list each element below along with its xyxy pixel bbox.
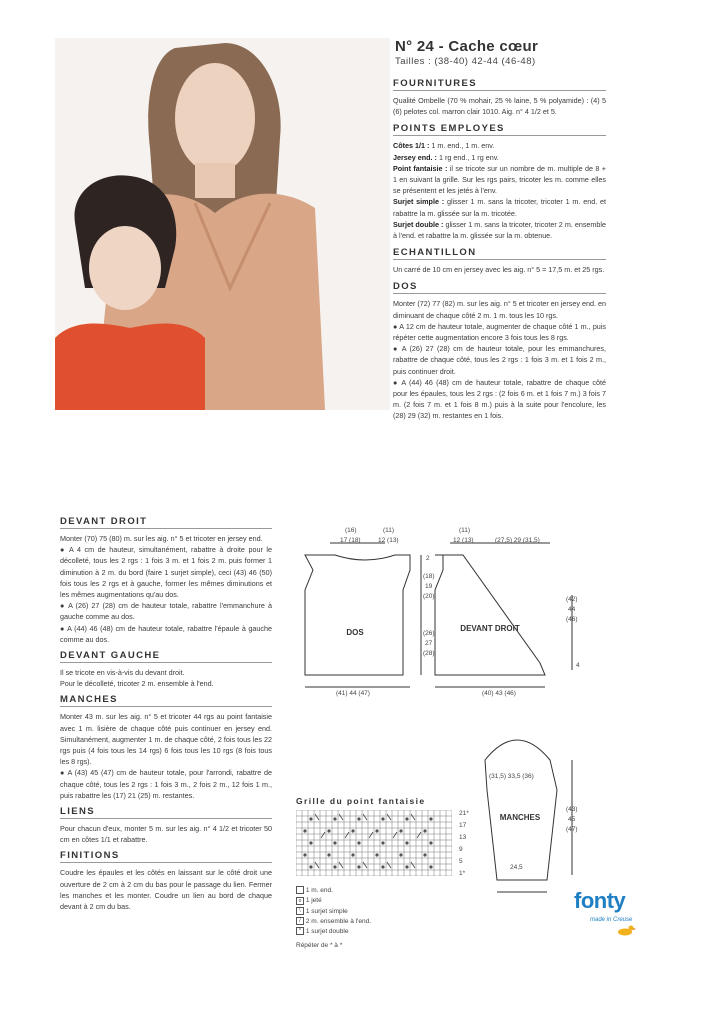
manches-text: Monter 43 m. sur les aig. n° 5 et tricoter 44 rgs au point fantaisie avec 1 m. lisière de chaque côté puis continuer en jersey end. Simultanément, augmenter 1 m. de chaque côté, 2 fois tous les 22 rgs puis (4 fois tous les 14 rgs) 6 fois tous les 10 rgs (8 fois tous les 8 rgs). ● A (43) 45 (47) cm de hauteur totale, pour l'arrondi, rabattre de chaque côté, tous les 2 rgs : 1 fois 3 m., 2 fois 2 m., 12 fois 1 m., puis rabattre les (17) 21 (25) m. restantes. <box>60 712 272 800</box>
devant-gauche-text: Il se tricote en vis-à-vis du devant droit. Pour le décolleté, tricoter 2 m. ensemble à l'end. <box>60 668 214 689</box>
pattern-title: N° 24 - Cache cœur <box>395 38 539 55</box>
dim-manches-side-c: (47) <box>566 826 578 833</box>
dim-dos-side-f: 27 <box>425 640 433 647</box>
dim-manches-side-b: 45 <box>568 816 576 823</box>
dim-dos-top-d: 12 (13) <box>378 537 399 544</box>
dim-dos-side-a: 2 <box>426 555 430 562</box>
point-item: Surjet double : glisser 1 m. sans la tricoter, tricoter 2 m. ensemble à l'end. et rabattre la m. glissée sur la m. obtenue. <box>393 219 607 241</box>
left-column <box>60 516 272 912</box>
model-photo <box>55 38 390 410</box>
sizes: Tailles : (38-40) 42-44 (46-48) <box>395 56 536 67</box>
dim-dos-top-b: (11) <box>383 527 395 534</box>
manches-heading: MANCHES <box>60 694 272 707</box>
echantillon-heading: ECHANTILLON <box>393 247 606 260</box>
grid-row-label: 5 <box>459 858 463 865</box>
brand-tagline: made in Creuse <box>590 917 633 923</box>
dim-devant-top-a: (11) <box>459 527 471 534</box>
fournitures-heading: FOURNITURES <box>393 78 606 91</box>
grille-heading: Grille du point fantaisie <box>296 796 426 806</box>
points-list <box>393 140 606 241</box>
finitions-text: Coudre les épaules et les côtés en laissant sur le côté droit une ouverture de 2 cm à 2 cm du bas pour le passage du lien. Fermer les manches et les monter. Coudre un lien au bord de chaque devant à 2 cm du bas. <box>60 868 272 912</box>
manches-label: MANCHES <box>499 813 541 822</box>
dim-manches-top: (31,5) 33,5 (36) <box>489 773 534 780</box>
point-item: Côtes 1/1 : 1 m. end., 1 m. env. <box>393 141 495 151</box>
brand-logo: fonty <box>574 888 626 913</box>
right-column <box>393 78 606 422</box>
dim-dos-top-c: 17 (18) <box>340 537 361 544</box>
dos-heading: DOS <box>393 281 606 294</box>
grid-row-label: 1* <box>459 870 466 877</box>
devant-gauche-heading: DEVANT GAUCHE <box>60 650 272 663</box>
dim-manches-bottom: 24,5 <box>510 864 523 871</box>
dim-devant-side-a: (42) <box>566 596 578 603</box>
dim-manches-side-a: (43) <box>566 806 578 813</box>
liens-text: Pour chacun d'eux, monter 5 m. sur les aig. n° 4 1/2 et tricoter 50 cm en côtes 1/1 et rabattre. <box>60 824 272 845</box>
grid-legend <box>296 886 371 952</box>
dos-text: Monter (72) 77 (82) m. sur les aig. n° 5 et tricoter en jersey end. en diminuant de chaque côté 2 m. 1 m. tous les 10 rgs. ● A 12 cm de hauteur totale, augmenter de chaque côté 1 m., puis répéter cette augmentation encore 3 fois tous les 8 rgs. ● A (26) 27 (28) cm de hauteur totale, pour les emmanchures, rabattre de chaque côté, tous les 2 rgs : 1 fois 3 m. et 1 fois 2 m., puis continuer droit. ● A (44) 46 (48) cm de hauteur totale, rabattre de chaque côté pour les épaules, tous les 2 rgs : (2 fois 6 m. et 1 fois 7 m.) 3 fois 7 m. (2 fois 7 m. et 1 fois 8 m.) puis à la suite pour l'encolure, les (28) 29 (32) m. restantes en 1 fois. <box>393 299 606 421</box>
devant-droit-text: Monter (70) 75 (80) m. sur les aig. n° 5 et tricoter en jersey end. ● A 4 cm de hauteur, simultanément, rabattre à droite pour le décolleté, tous les 2 rgs : 1 fois 3 m. et 1 fois 2 m. puis former 1 diminution à 2 m. du bord (faire 1 surjet simple), ceci (43) 46 (50) fois tous les 2 rgs et à gauche, former les mêmes diminutions et les mêmes augmentations qu'au dos. ● A (26) 27 (28) cm de hauteur totale, rabattre l'emmanchure à gauche comme au dos. ● A (44) 46 (48) cm de hauteur totale, rabattre l'épaule à gauche comme au dos. <box>60 534 272 644</box>
legend-item: ^ 1 surjet double <box>296 927 371 937</box>
legend-item: / 2 m. ensemble à l'end. <box>296 917 371 927</box>
dim-devant-top-b: 12 (13) <box>453 537 474 544</box>
dim-dos-top-a: (16) <box>345 527 357 534</box>
liens-heading: LIENS <box>60 806 272 819</box>
devant-shape <box>435 555 545 675</box>
fournitures-text: Qualité Ombelle (70 % mohair, 25 % laine, 5 % polyamide) : (4) 5 (6) pelotes col. marron clair 1010. Aig. n° 4 1/2 et 5. <box>393 96 606 117</box>
echantillon-text: Un carré de 10 cm en jersey avec les aig. n° 5 = 17,5 m. et 25 rgs. <box>393 265 605 275</box>
dos-shape <box>305 555 410 675</box>
grid-row-label: 21* <box>459 810 469 817</box>
legend-item: \ 1 surjet simple <box>296 907 371 917</box>
dim-dos-side-d: (20) <box>423 593 435 600</box>
duck-icon <box>616 924 636 936</box>
dim-devant-bottom: (40) 43 (46) <box>482 690 516 697</box>
grid-row-label: 9 <box>459 846 463 853</box>
devant-droit-heading: DEVANT DROIT <box>60 516 272 529</box>
stitch-grid <box>296 810 456 880</box>
dim-devant-side-b: 44 <box>568 606 576 613</box>
grid-row-label: 13 <box>459 834 467 841</box>
dim-devant-side-d: 4 <box>576 662 580 669</box>
point-item: Jersey end. : 1 rg end., 1 rg env. <box>393 152 499 162</box>
dim-dos-side-c: 19 <box>425 583 433 590</box>
dim-dos-side-b: (18) <box>423 573 435 580</box>
dim-devant-side-c: (46) <box>566 616 578 623</box>
legend-item: 1 m. end. <box>296 886 371 896</box>
dim-devant-top-c: (27,5) 29 (31,5) <box>495 537 540 544</box>
point-item: Surjet simple : glisser 1 m. sans la tricoter, tricoter 1 m. end. et rabattre la m. glissée sur la m. tricotée. <box>393 197 606 218</box>
devant-label: DEVANT DROIT <box>460 624 520 633</box>
dim-dos-side-g: (28) <box>423 650 435 657</box>
legend-item: o 1 jeté <box>296 896 371 906</box>
dim-dos-bottom: (41) 44 (47) <box>336 690 370 697</box>
dim-dos-side-e: (26) <box>423 630 435 637</box>
repeat-note: Répéter de * à * <box>296 942 343 950</box>
points-heading: POINTS EMPLOYES <box>393 123 606 136</box>
manches-shape <box>485 740 557 880</box>
dos-label: DOS <box>346 628 364 637</box>
point-item: Point fantaisie : il se tricote sur un nombre de m. multiple de 8 + 1 en suivant la grille. Sur les rgs pairs, tricoter les m. comme elles se présentent et les jetés à l'env. <box>393 163 607 196</box>
finitions-heading: FINITIONS <box>60 850 272 863</box>
grid-row-label: 17 <box>459 822 467 829</box>
